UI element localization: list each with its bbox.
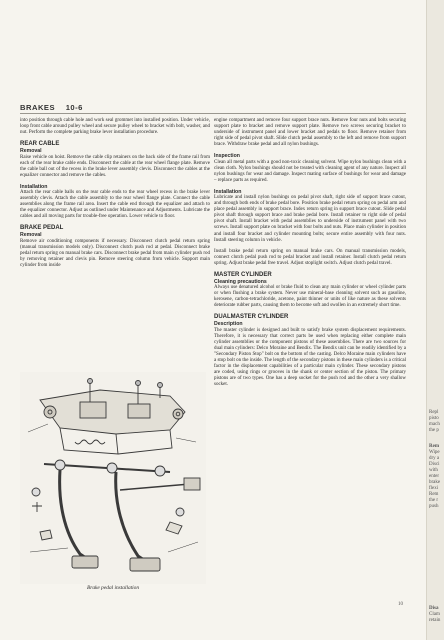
margin-fragment: pisto bbox=[429, 416, 439, 421]
margin-fragment: the p bbox=[429, 428, 439, 433]
page-number: 10-6 bbox=[65, 103, 83, 112]
continued-text: engine compartment and remove four support brace nuts. Remove four nuts and bolts securing support plate to bracket and remove support plate. Remove two screws securing bracket to underside of instrument panel and lower bracket and pedals to floor. Remove retainer from right side of pedal pivot shaft. Slide clutch pedal assembly to the left and remove from support brace. Withdraw brake pedal and all nylon bushings. bbox=[214, 118, 406, 148]
margin-fragment: flexi bbox=[429, 486, 439, 491]
rear-cable-heading: REAR CABLE bbox=[20, 141, 60, 148]
intro-paragraph: into position through cable hole and work seal grommet into installed position. Under vehicle, loop front cable around pulley wheel and secure pulley wheel to bracket with bolt, washer, and nut. Perform the complete parking brake lever installation procedure. bbox=[20, 118, 210, 136]
margin-fragment: Rem bbox=[429, 444, 439, 449]
margin-fragment: push bbox=[429, 504, 439, 509]
margin-fragment: Disci bbox=[429, 462, 440, 467]
brake-pedal-removal-text: Remove air conditioning components if necessary. Disconnect clutch pedal return spring (manual transmission models only). Disconnect clutch push rod at pedal. Disconnect brake pedal return spring on manual brake cars. Disconnect brake pedal from main cylinder push rod by removing retainer and clevis pin. Remove steering column from vehicle. Support main cylinder from inside bbox=[20, 238, 210, 268]
header-rule bbox=[20, 113, 406, 114]
margin-fragment: Repl bbox=[429, 410, 439, 415]
inspection-heading: Inspection bbox=[214, 153, 240, 160]
margin-fragment: Clam bbox=[429, 612, 440, 617]
margin-fragment: dry a bbox=[429, 456, 440, 461]
dual-master-cylinder-heading: DUALMASTER CYLINDER bbox=[214, 314, 289, 321]
right-column bbox=[214, 118, 406, 393]
left-column bbox=[20, 118, 210, 274]
description-heading: Description bbox=[214, 321, 243, 328]
margin-fragment: the r bbox=[429, 498, 439, 503]
brake-pedal-removal-heading: Removal bbox=[20, 232, 42, 239]
figure-caption: Brake pedal installation bbox=[86, 585, 140, 591]
margin-fragment: Disa bbox=[429, 606, 439, 611]
rear-cable-installation-text: Attach the rear cable balls on the rear cable ends to the rear wheel recess in the brake lever assembly clevis. Attach the cable assembly to the rear wheel flange plate. Connect the cable assemblies along the frame rail area. Insert the cable end through the equalizer and attach to the equalizer connector. Adjust as outlined under Maintenance and Adjustments. Lubricate the cables and all moving parts for trouble-free operation. Lower vehicle to floor. bbox=[20, 190, 210, 220]
installation-heading: Installation bbox=[20, 183, 48, 190]
inspection-text: Clean all metal parts with a good non-toxic cleaning solvent. Wipe nylon bushings clean with a clean cloth. Nylon bushings should not be treated with cleaning agent of any nature. Inspect all nylon bushings for wear and damage. Inspect mating surface of bushings for wear and damage – replace parts as required. bbox=[214, 159, 406, 183]
margin-fragment: retain bbox=[429, 618, 441, 623]
pedal-installation-text-2: Install brake pedal return spring on manual brake cars. On manual transmission models, connect clutch pedal push rod to pedal bracket and install retainer. Install clutch pedal return spring. Adjust brake pedal free travel. Adjust stoplight switch. Adjust clutch pedal travel. bbox=[214, 248, 406, 266]
cleaning-text: Always use denatured alcohol or brake fluid to clean any main cylinder or wheel cylinder parts or when flushing a brake system. Never use mineral-base cleaning solvent such as gasoline, kerosene, carbon-tetrachloride, acetone, paint thinner or units of like nature as these solvents deteriorate rubber parts, causing them to become soft and swollen in an extremely short time. bbox=[214, 285, 406, 309]
margin-fragment: Rem bbox=[429, 492, 439, 497]
margin-fragment: brake bbox=[429, 480, 441, 485]
margin-fragment: Wipe bbox=[429, 450, 440, 455]
rear-cable-removal-text: Raise vehicle on hoist. Remove the cable clip retainers on the back side of the frame rail from each of the rear brake cable ends. Disconnect the cable at the rear wheel flange plate. Remove the cable ball out of the recess in the brake lever assembly clevis. Disconnect the cables at the equalizer connector and remove the cables. bbox=[20, 154, 210, 178]
master-cylinder-heading: MASTER CYLINDER bbox=[214, 271, 272, 278]
brake-pedal-illustration bbox=[20, 372, 206, 584]
section-title: BRAKES bbox=[20, 103, 56, 112]
removal-heading: Removal bbox=[20, 148, 42, 155]
margin-fragment: enter bbox=[429, 474, 439, 479]
pedal-installation-text: Lubricate and install nylon bushings on pedal pivot shaft, right side of support brace cutout, and through both ends of brake pedal bore. Position brake pedal return spring on pedal arm and place pedal assembly in support brace. Index return spring in support brace cutout. Slide pedal pivot shaft through support brace and brake pedal bore. Install retainer to right side of pedal pivot shaft. Install bracket with pedal assemblies to underside of instrument panel with two screws. Install support plate on bracket with four bolts and nuts. Place main cylinder in position and install four bracket and cylinder mounting bolts; secure entire assembly with four nuts. Install steering column in vehicle. bbox=[214, 195, 406, 243]
cleaning-heading: Cleaning precautions bbox=[214, 278, 267, 285]
description-text: The master cylinder is designed and built to satisfy brake system displacement requirements. Therefore, it is necessary that correct parts be used when replacing either complete main cylinder assemblies or the component pistons of these assemblies. There are two sources for dual main cylinders: Delco Moraine and Bendix. The Bendix unit can be readily identified by a "Secondary Piston Stop" bolt on the bottom of the casting. Delco Moraine main cylinders have a stop bolt on the inside. The length of the secondary pistons in these main cylinders is a critical factor in the displacement capabilities of a particular main cylinder. These secondary pistons are coded, using rings or grooves in the shank or center section of the piston. The primary pistons are of two types. One has a deep socket for the push rod and the other a very shallow socket. bbox=[214, 327, 406, 388]
page-header bbox=[20, 103, 91, 112]
facing-page-number: 10 bbox=[398, 602, 403, 607]
pedal-installation-heading: Installation bbox=[214, 188, 242, 195]
margin-fragment: with bbox=[429, 468, 438, 473]
brake-pedal-heading: BRAKE PEDAL bbox=[20, 225, 64, 232]
margin-fragment: mach bbox=[429, 422, 440, 427]
facing-page-edge bbox=[426, 0, 444, 640]
